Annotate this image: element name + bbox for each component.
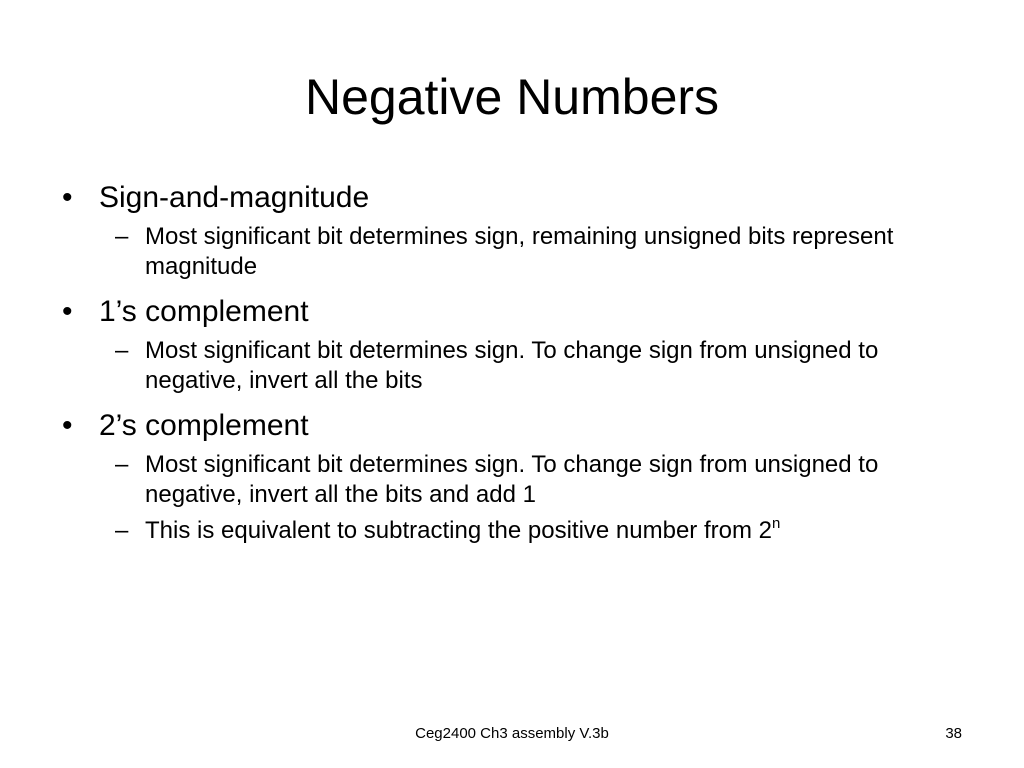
page-number: 38	[945, 725, 962, 742]
bullet-icon: •	[62, 409, 73, 442]
sub-item	[62, 450, 905, 510]
bullet-item	[62, 406, 962, 446]
bullet-icon: •	[62, 181, 73, 214]
sub-list	[62, 222, 962, 282]
bullet-item	[62, 292, 962, 332]
bullet-icon: •	[62, 295, 73, 328]
bullet-label: 2’s complement	[99, 409, 309, 442]
sub-item-text: Most significant bit determines sign. To change sign from unsigned to negative, invert all the bits	[145, 337, 879, 394]
bullet-label: Sign-and-magnitude	[99, 181, 370, 214]
footer-course-label: Ceg2400 Ch3 assembly V.3b	[415, 725, 609, 742]
sub-list	[62, 450, 962, 546]
sub-item-text: Most significant bit determines sign, remaining unsigned bits represent magnitude	[145, 223, 894, 280]
bullet-item	[62, 178, 962, 218]
sub-item	[62, 222, 905, 282]
dash-icon: –	[115, 517, 129, 544]
slide-title: Negative Numbers	[304, 69, 720, 125]
dash-icon: –	[115, 337, 129, 364]
dash-icon: –	[115, 223, 129, 250]
sub-item-text: This is equivalent to subtracting the positive number from 2	[145, 517, 772, 544]
dash-icon: –	[115, 451, 129, 478]
sub-item	[62, 336, 905, 396]
sub-list	[62, 336, 962, 396]
slide-body	[62, 178, 962, 552]
sub-item	[62, 516, 905, 546]
sub-item-text: Most significant bit determines sign. To change sign from unsigned to negative, invert all the bits and add 1	[145, 451, 879, 508]
superscript-n: n	[771, 515, 781, 532]
bullet-label: 1’s complement	[99, 295, 309, 328]
